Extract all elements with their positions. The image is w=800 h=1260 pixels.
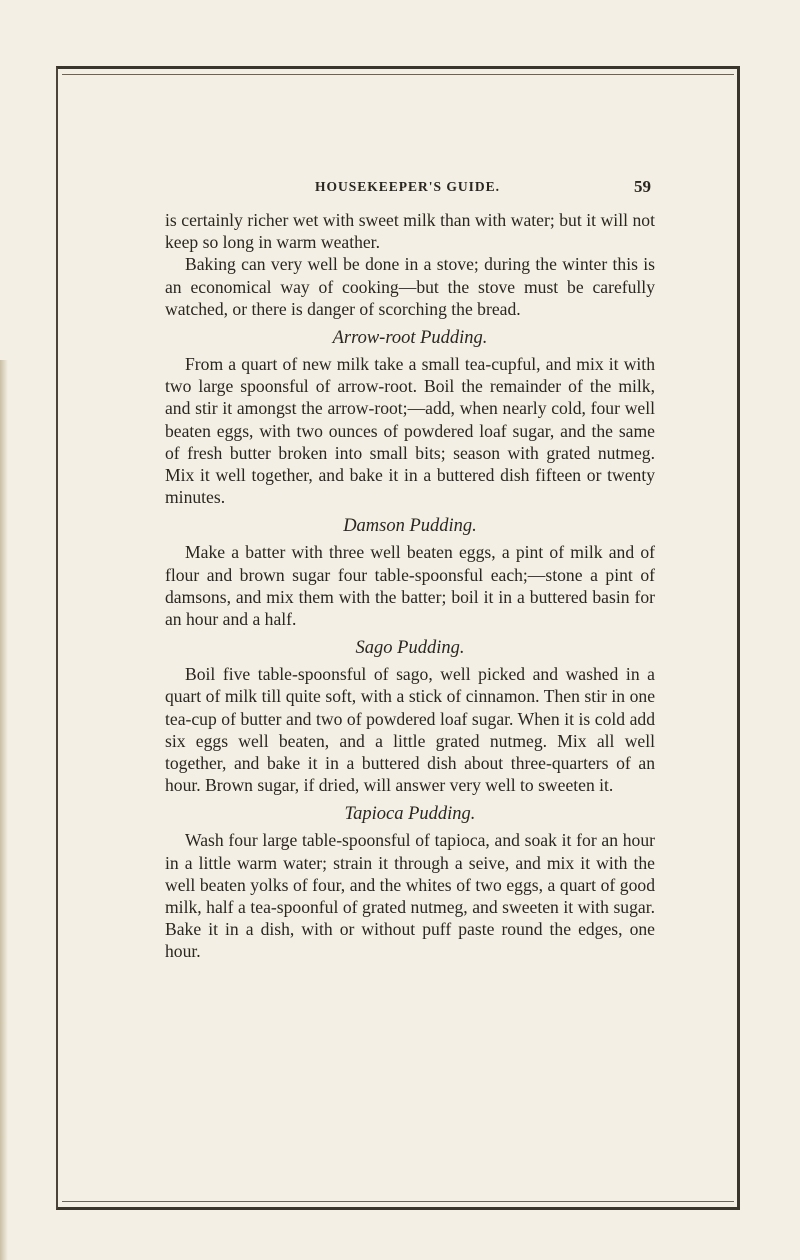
continued-paragraph: is certainly richer wet with sweet milk than with water; but it will not keep so long in warm weather. [165,210,655,253]
page-spine-shadow [0,360,8,1260]
recipe-title-arrow-root: Arrow-root Pudding. [332,328,488,349]
page-number: 59 [634,177,651,196]
recipe-text-arrow-root: From a quart of new milk take a small tea-cupful, and mix it with two large spoonsful of arrow-root. Boil the remainder of the milk, and stir it amongst the arrow-root;—add, when nearly cold, four well beaten eggs, with two ounces of powdered loaf sugar, and the same of fresh butter broken into small bits; season with grated nutmeg. Mix it well together, and bake it in a buttered dish fifteen or twenty minutes. [165,354,655,508]
recipe-title-damson: Damson Pudding. [343,516,477,537]
baking-paragraph: Baking can very well be done in a stove; during the winter this is an economical way of cooking—but the stove must be carefully watched, or there is danger of scorching the bread. [165,254,655,319]
recipe-text-tapioca: Wash four large table-spoonsful of tapioca, and soak it for an hour in a little warm water; strain it through a seive, and mix it with the well beaten yolks of four, and the whites of two eggs, a quart of good milk, half a tea-spoonful of grated nutmeg, and sweeten it with sugar. Bake it in a dish, with or without puff paste round the edges, one hour. [165,830,655,962]
recipe-title-sago: Sago Pudding. [355,638,465,659]
recipe-text-damson: Make a batter with three well beaten eggs, a pint of milk and of flour and brown sugar four table-spoonsful each;—stone a pint of damsons, and mix them with the batter; boil it in a buttered basin for an hour and a half. [165,542,655,630]
running-head [165,175,655,203]
running-title: HOUSEKEEPER'S GUIDE. [315,179,501,194]
recipe-text-sago: Boil five table-spoonsful of sago, well picked and washed in a quart of milk till quite soft, with a stick of cinnamon. Then stir in one tea-cup of butter and two of powdered loaf sugar. When it is cold add six eggs well beaten, and a little grated nutmeg. Mix all well together, and bake it in a buttered dish about three-quarters of an hour. Brown sugar, if dried, will answer very well to sweeten it. [165,664,655,796]
page-content [165,175,655,963]
recipe-title-tapioca: Tapioca Pudding. [344,804,476,825]
